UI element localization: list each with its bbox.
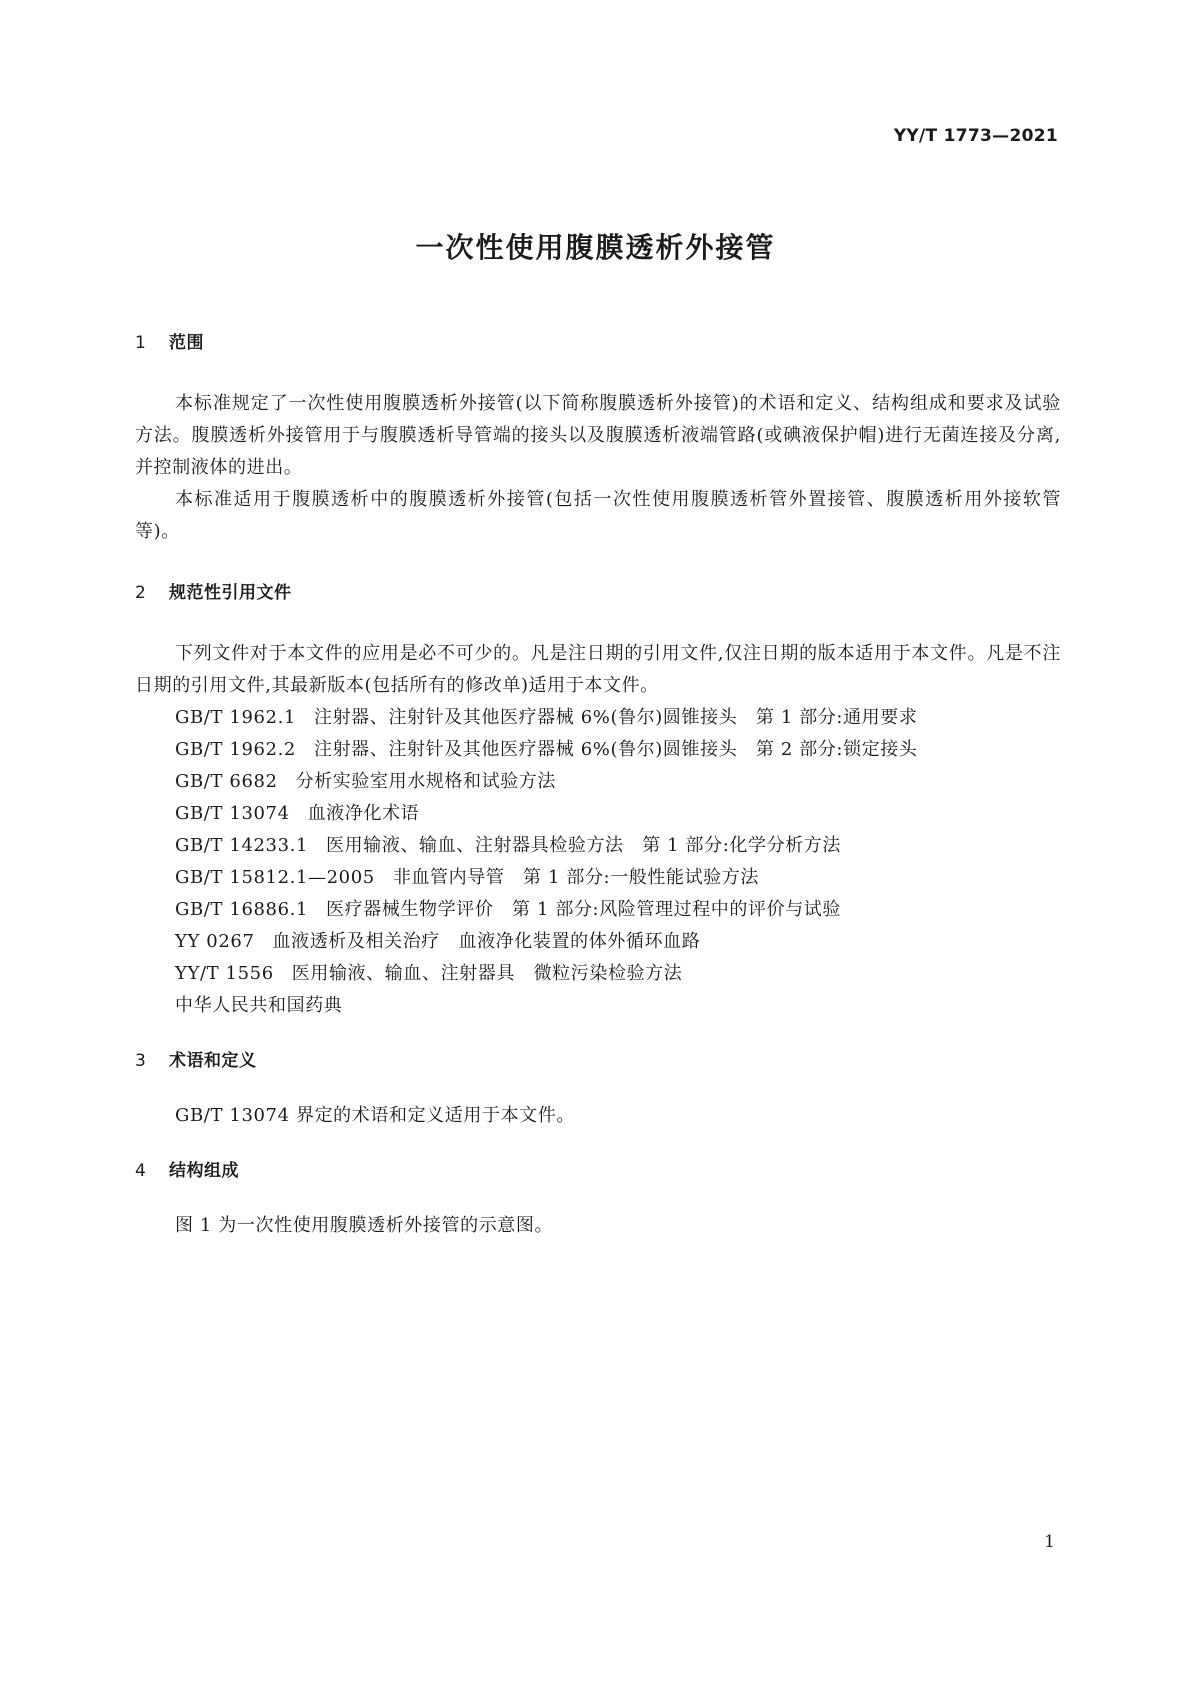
document-body <box>135 328 1061 1242</box>
reference-item <box>135 894 1061 926</box>
reference-code: GB/T 13074 <box>175 803 290 824</box>
reference-item <box>135 798 1061 830</box>
page-number: 1 <box>1044 1532 1055 1552</box>
reference-code: GB/T 6682 <box>175 771 278 792</box>
reference-title: 注射器、注射针及其他医疗器械 6%(鲁尔)圆锥接头 第 1 部分:通用要求 <box>313 707 918 728</box>
section-heading <box>135 578 1061 608</box>
reference-title: 血液净化术语 <box>307 803 420 824</box>
reference-item <box>135 990 1061 1022</box>
reference-item <box>135 862 1061 894</box>
reference-code: YY/T 1556 <box>175 963 274 984</box>
reference-item <box>135 766 1061 798</box>
section-number: 2 <box>135 583 147 603</box>
paragraph: 图 1 为一次性使用腹膜透析外接管的示意图。 <box>175 1215 554 1236</box>
reference-item <box>135 702 1061 734</box>
reference-item <box>135 734 1061 766</box>
paragraph: 下列文件对于本文件的应用是必不可少的。凡是注日期的引用文件,仅注日期的版本适用于本文件。凡是不注日期的引用文件,其最新版本(包括所有的修改单)适用于本文件。 <box>135 643 1061 696</box>
section-structure <box>135 1156 1061 1242</box>
reference-title: 非血管内导管 第 1 部分:一般性能试验方法 <box>392 867 760 888</box>
paragraph: 本标准适用于腹膜透析中的腹膜透析外接管(包括一次性使用腹膜透析管外置接管、腹膜透析用外接软管等)。 <box>135 489 1061 542</box>
reference-title: 医疗器械生物学评价 第 1 部分:风险管理过程中的评价与试验 <box>326 899 842 920</box>
section-heading <box>135 1046 1061 1076</box>
section-terms-definitions <box>135 1046 1061 1132</box>
reference-list <box>135 702 1061 1022</box>
reference-code: GB/T 14233.1 <box>175 835 309 856</box>
section-title: 结构组成 <box>169 1161 239 1181</box>
reference-title: 分析实验室用水规格和试验方法 <box>295 771 557 792</box>
reference-item <box>135 926 1061 958</box>
section-title: 术语和定义 <box>169 1051 257 1071</box>
reference-title: 注射器、注射针及其他医疗器械 6%(鲁尔)圆锥接头 第 2 部分:锁定接头 <box>313 739 918 760</box>
paragraph: 本标准规定了一次性使用腹膜透析外接管(以下简称腹膜透析外接管)的术语和定义、结构组成和要求及试验方法。腹膜透析外接管用于与腹膜透析导管端的接头以及腹膜透析液端管路(或碘液保护帽)进行无菌连接及分离,并控制液体的进出。 <box>135 393 1061 478</box>
reference-title: 中华人民共和国药典 <box>175 995 343 1016</box>
section-number: 1 <box>135 333 147 353</box>
reference-code: GB/T 15812.1—2005 <box>175 867 375 888</box>
reference-code: GB/T 1962.2 <box>175 739 296 760</box>
reference-item <box>135 830 1061 862</box>
reference-item <box>135 958 1061 990</box>
section-heading <box>135 1156 1061 1186</box>
document-title: 一次性使用腹膜透析外接管 <box>415 231 776 264</box>
section-scope <box>135 328 1061 548</box>
section-number: 4 <box>135 1161 147 1181</box>
standard-code: YY/T 1773—2021 <box>893 126 1058 146</box>
section-number: 3 <box>135 1051 147 1071</box>
section-normative-references <box>135 578 1061 1022</box>
section-title: 范围 <box>169 333 204 353</box>
reference-title: 血液透析及相关治疗 血液净化装置的体外循环血路 <box>272 931 701 952</box>
reference-title: 医用输液、输血、注射器具 微粒污染检验方法 <box>291 963 683 984</box>
reference-code: GB/T 16886.1 <box>175 899 309 920</box>
reference-code: YY 0267 <box>175 931 255 952</box>
reference-title: 医用输液、输血、注射器具检验方法 第 1 部分:化学分析方法 <box>326 835 842 856</box>
reference-code: GB/T 1962.1 <box>175 707 296 728</box>
section-title: 规范性引用文件 <box>169 583 292 603</box>
section-heading <box>135 328 1061 358</box>
paragraph: GB/T 13074 界定的术语和定义适用于本文件。 <box>175 1105 575 1126</box>
